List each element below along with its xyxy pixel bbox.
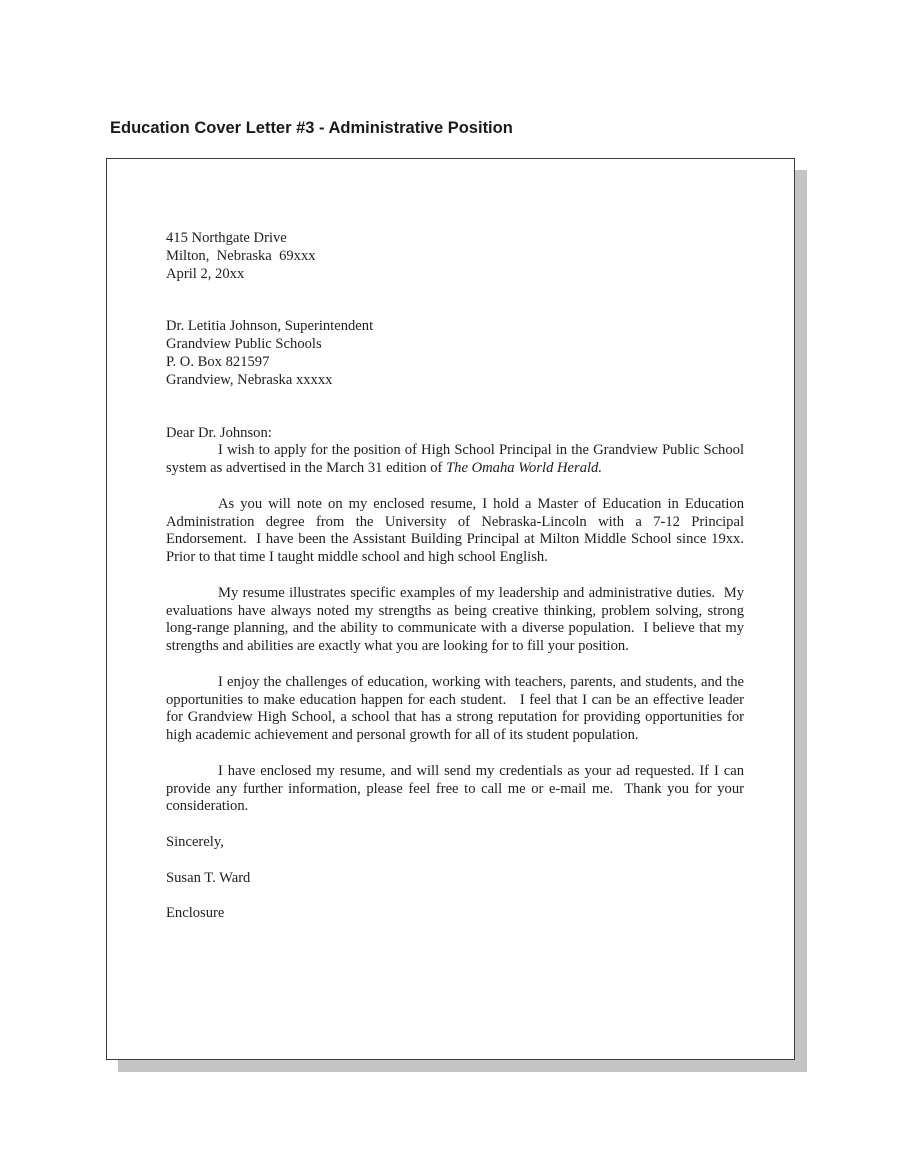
recipient-address bbox=[166, 318, 744, 389]
recipient-city: Grandview, Nebraska xxxxx bbox=[166, 371, 333, 388]
paragraph-5: I have enclosed my resume, and will send my credentials as your ad requested. If I can provide any further information, please feel free to call me or e-mail me. Thank you for your consideration. bbox=[166, 762, 748, 815]
recipient-po-box: P. O. Box 821597 bbox=[166, 353, 270, 370]
letter-body bbox=[166, 230, 752, 923]
salutation: Dear Dr. Johnson: bbox=[166, 424, 272, 441]
page-title: Education Cover Letter #3 - Administrative Position bbox=[110, 119, 513, 137]
paragraph-4: I enjoy the challenges of education, working with teachers, parents, and students, and the opportunities to make education happen for each student. I feel that I can be an effective leader for Grandview High School, a school that has a strong reputation for providing opportunities for high academic achievement and personal growth for all of its student population. bbox=[166, 673, 748, 744]
letter-date: April 2, 20xx bbox=[166, 265, 245, 282]
sender-address bbox=[166, 230, 744, 283]
paragraph-1 bbox=[166, 442, 744, 478]
recipient-organization: Grandview Public Schools bbox=[166, 336, 322, 353]
paragraph-2: As you will note on my enclosed resume, I hold a Master of Education in Education Administration degree from the University of Nebraska-Lincoln with a 7-12 Principal Endorsement. I have been the Assistant Building Principal at Milton Middle School since 19xx. Prior to that time I taught middle school and high school English. bbox=[166, 495, 752, 566]
sender-city: Milton, Nebraska 69xxx bbox=[166, 247, 316, 264]
closing: Sincerely, bbox=[166, 833, 224, 850]
enclosure-note: Enclosure bbox=[166, 905, 225, 922]
sender-street: 415 Northgate Drive bbox=[166, 230, 287, 246]
publication-name: The Omaha World Herald. bbox=[446, 460, 603, 477]
letter-frame bbox=[106, 158, 795, 1060]
paragraph-1-text: I wish to apply for the position of High School Principal in the Grandview Public School system as advertised in the March 31 edition of bbox=[166, 442, 744, 477]
paragraph-3: My resume illustrates specific examples of my leadership and administrative duties. My evaluations have always noted my strengths as being creative thinking, problem solving, strong long-range planning, and the ability to communicate with a diverse population. I believe that my strengths and abilities are exactly what you are looking for to fill your position. bbox=[166, 584, 748, 655]
recipient-name: Dr. Letitia Johnson, Superintendent bbox=[166, 318, 374, 335]
signer-name: Susan T. Ward bbox=[166, 869, 251, 886]
